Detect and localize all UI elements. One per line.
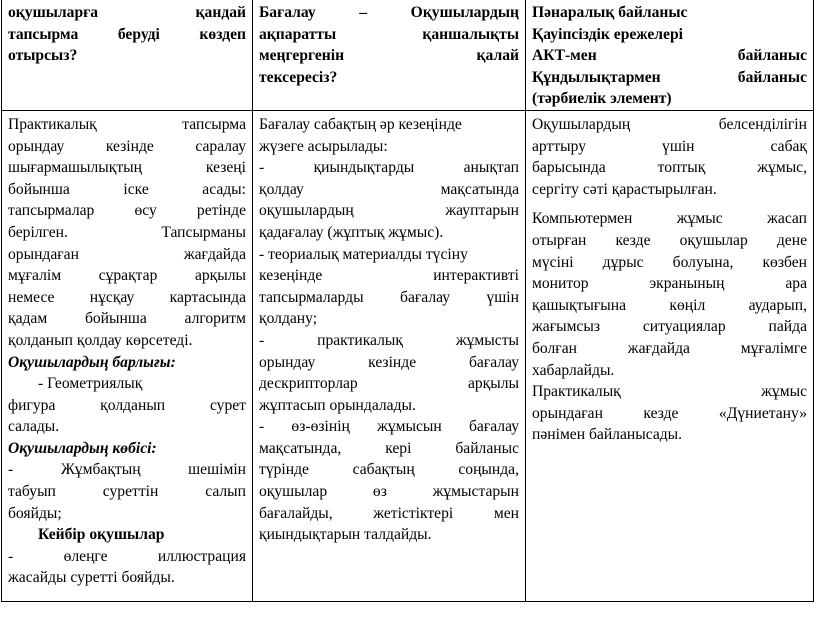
text-line: қолданып қолдау көрсетеді.: [8, 331, 193, 349]
text-line: қолдау мақсатында: [259, 180, 519, 198]
cell-cross-curricular: [526, 110, 814, 601]
text-line: отырған кезде оқушылар дене: [532, 231, 807, 249]
text-line: бояйды;: [8, 504, 62, 522]
header-line: отырсыз?: [8, 47, 78, 65]
paragraph-gap: [532, 200, 807, 208]
text-line: қиындықтарын талдайды.: [259, 526, 432, 544]
text-line: мұғалім сұрақтар арқылы: [8, 267, 246, 285]
text-line: Оқушылардың белсенділігін: [532, 115, 807, 133]
text-line: жасайды суретті бояйды.: [8, 569, 175, 587]
text-line: кезеңінде интерактивті: [259, 267, 519, 285]
table-header-row: [2, 0, 814, 110]
text-line: Компьютермен жұмыс жасап: [532, 210, 807, 228]
text-line: - өлеңге иллюстрация: [8, 547, 246, 565]
text-line: - қиындықтарды анықтап: [259, 159, 519, 177]
text-line: дескрипторлар арқылы: [259, 375, 519, 393]
text-line: немесе нұсқау картасында: [8, 288, 246, 306]
header-line: Пәнаралық байланыс: [532, 4, 688, 21]
header-line: Құндылықтармен байланыс: [532, 68, 807, 86]
text-line: фигура қолданып сурет: [8, 396, 246, 414]
text-line: түрінде сабақтың соңында,: [259, 461, 519, 479]
header-line: тексересіз?: [259, 68, 338, 86]
group-title-all-students: Оқушылардың барлығы:: [8, 353, 176, 371]
table-body-row: [2, 110, 814, 601]
header-line: оқушыларға қандай: [8, 4, 246, 21]
cell-differentiation: [2, 110, 253, 601]
text-line: қолдану;: [259, 310, 318, 328]
text-line: шығармашылықтың кезеңі: [8, 159, 246, 177]
header-cell-cross-curricular: [526, 0, 814, 110]
lesson-plan-table: [1, 0, 814, 602]
text-line: мүсіні дұрыс болуына, көзбен: [532, 253, 807, 271]
text-line: оқушылар өз жұмыстарын: [259, 483, 519, 501]
cell-assessment: [253, 110, 526, 601]
header-line: ақпаратты қаншалықты: [259, 25, 519, 43]
header-line: (тәрбиелік элемент): [532, 90, 672, 108]
text-line: Бағалау сабақтың әр кезеңінде: [259, 115, 462, 133]
text-line: жұптасып орындалады.: [259, 396, 416, 414]
text-line: - теориалық материалды түсіну: [259, 245, 468, 263]
header-line: Қауіпсіздік ережелері: [532, 25, 683, 43]
text-line: орындаған кезде «Дүниетану»: [532, 404, 807, 422]
text-line: жүзеге асырылады:: [259, 137, 388, 155]
text-line: берілген. Тапсырманы: [8, 223, 246, 241]
header-line: тапсырма беруді көздеп: [8, 25, 246, 43]
text-line: бағалайды, жетістіктері мен: [259, 504, 519, 522]
text-line: мақсатында, кері байланыс: [259, 439, 519, 457]
text-line: пәнімен байланысады.: [532, 426, 683, 444]
text-line: Практикалық жұмыс: [532, 383, 807, 401]
text-line: - өз-өзінің жұмысын бағалау: [259, 418, 519, 436]
text-line: арттыру үшін сабақ: [532, 137, 807, 155]
text-line: орындау кезінде саралау: [8, 137, 246, 155]
text-line: тапсырмалар өсу ретінде: [8, 202, 246, 220]
header-line: Бағалау – Оқушылардың: [259, 4, 519, 21]
text-line: оқушылардың жауптарын: [259, 202, 519, 220]
header-cell-assessment: [253, 0, 526, 110]
text-line: хабарлайды.: [532, 361, 615, 379]
text-line: салады.: [8, 418, 60, 436]
text-line: сергіту сәті қарастырылған.: [532, 180, 717, 198]
header-cell-tasks: [2, 0, 253, 110]
text-line: орындаған жағдайда: [8, 245, 246, 263]
text-line: барысында топтық жұмыс,: [532, 159, 807, 177]
text-line: монитор экранының ара: [532, 275, 807, 293]
text-line: Практикалық тапсырма: [8, 115, 246, 133]
text-line: - Жұмбақтың шешімін: [8, 461, 246, 479]
text-line: қадағалау (жұптық жұмыс).: [259, 223, 444, 241]
header-line: АКТ-мен байланыс: [532, 47, 807, 65]
text-line: - Геометриялық: [38, 375, 143, 393]
header-line: меңгергенін қалай: [259, 47, 519, 65]
group-title-most-students: Оқушылардың көбісі:: [8, 439, 157, 457]
text-line: жағымсыз ситуациялар пайда: [532, 318, 807, 336]
text-line: қашықтығына көңіл аударып,: [532, 296, 807, 314]
text-line: - практикалық жұмысты: [259, 331, 519, 349]
group-title-some-students: Кейбір оқушылар: [38, 526, 165, 544]
text-line: тапсырмаларды бағалау үшін: [259, 288, 519, 306]
text-line: орындау кезінде бағалау: [259, 353, 519, 371]
text-line: бойынша іске асады:: [8, 180, 246, 198]
text-line: болған жағдайда мұғалімге: [532, 339, 807, 357]
text-line: қадам бойынша алгоритм: [8, 310, 246, 328]
text-line: табуып суреттін салып: [8, 483, 246, 501]
